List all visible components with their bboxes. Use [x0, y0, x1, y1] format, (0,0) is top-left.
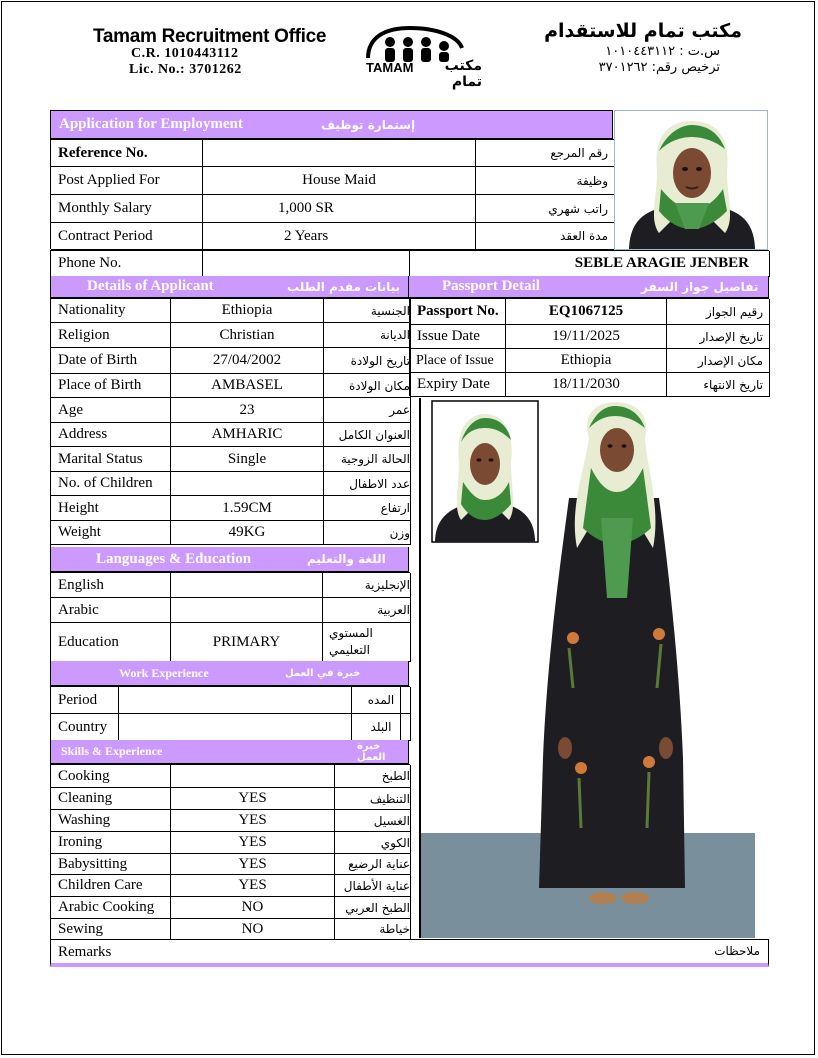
applicant-title-bar [50, 276, 409, 298]
age-label: Age [51, 398, 171, 423]
work-title-en: Work Experience [119, 665, 209, 680]
salary-label-ar: راتب شهري [476, 195, 615, 223]
skill-sewing-value: NO [171, 919, 335, 940]
skills-title-ar: خبرة العمل [357, 740, 386, 763]
age-label-ar: عمر [324, 398, 411, 423]
issue-date-label-ar: تاريخ الإصدار [667, 325, 770, 349]
address-label-ar: العنوان الكامل [324, 423, 411, 447]
languages-title-ar: اللغة والتعليم [307, 552, 386, 566]
education-label-ar [323, 623, 411, 662]
skills-title-bar [50, 740, 409, 764]
education-value: PRIMARY [171, 623, 323, 662]
skill-children-care-label: Children Care [51, 875, 171, 897]
education-label-ar-line1: المستوي [329, 626, 373, 640]
reference-label: Reference No. [51, 140, 203, 167]
skill-ironing-value: YES [171, 832, 335, 854]
skill-babysitting-value: YES [171, 854, 335, 875]
english-label-ar: الإنجليزية [323, 573, 411, 598]
remarks-label-ar: ملاحظات [714, 944, 760, 958]
languages-title-bar [50, 547, 409, 572]
application-title-en: Application for Employment [59, 116, 243, 132]
no-of-children-value [171, 472, 324, 496]
contract-value: 2 Years [203, 223, 476, 250]
post-label: Post Applied For [51, 167, 203, 195]
place-of-issue-label-ar: مكان الإصدار [667, 349, 770, 373]
date-of-birth-value: 27/04/2002 [171, 348, 324, 374]
skills-title-en: Skills & Experience [61, 744, 163, 758]
work-table [50, 686, 410, 740]
office-cr-ar: س.ت : ١٠١٠٤٤٣١١٢ [605, 44, 720, 59]
date-of-birth-label: Date of Birth [51, 348, 171, 374]
marital-status-label-ar: الحالة الزوجية [324, 447, 411, 472]
english-value [171, 573, 323, 598]
full-body-photo [421, 398, 768, 938]
period-label: Period [51, 687, 119, 714]
logo-text-ar: مكتب تمام [444, 58, 482, 90]
reference-value [203, 140, 476, 167]
skills-table [50, 764, 410, 939]
place-of-birth-label-ar: مكان الولادة [324, 374, 411, 398]
logo-text-en: TAMAM [366, 60, 414, 75]
height-label-ar: ارتفاع [324, 496, 411, 521]
post-label-ar: وظيفة [476, 167, 615, 195]
phone-row [50, 250, 769, 276]
skill-cleaning-value: YES [171, 788, 335, 810]
work-title-bar [50, 661, 409, 686]
office-cr-en: C.R. 1010443112 [131, 46, 239, 61]
arabic-value [171, 598, 323, 623]
marital-status-value: Single [171, 447, 324, 472]
address-label: Address [51, 423, 171, 447]
skill-children-care-value: YES [171, 875, 335, 897]
small-portrait-photo [432, 401, 538, 542]
skill-arabic-cooking-label-ar: الطبخ العربي [335, 897, 411, 919]
date-of-birth-label-ar: تاريخ الولادة [324, 348, 411, 374]
applicant-portrait-photo [614, 110, 768, 250]
passport-no-label-ar: رقيم الجواز [667, 299, 770, 325]
nationality-label-ar: الجنسية [324, 299, 411, 323]
skill-washing-value: YES [171, 810, 335, 832]
no-of-children-label-ar: عدد الاطفال [324, 472, 411, 496]
place-of-birth-label: Place of Birth [51, 374, 171, 398]
passport-title-ar: تفاصيل جواز السفر [641, 279, 759, 294]
skill-washing-label-ar: الغسيل [335, 810, 411, 832]
languages-table [50, 572, 410, 661]
weight-value: 49KG [171, 521, 324, 545]
issue-date-value: 19/11/2025 [506, 325, 667, 349]
passport-title-bar [409, 276, 769, 298]
applicant-title-en: Details of Applicant [87, 278, 214, 294]
post-value: House Maid [203, 167, 476, 195]
salary-value: 1,000 SR [203, 195, 476, 223]
office-name-en: Tamam Recruitment Office [93, 26, 327, 47]
company-logo [362, 22, 482, 90]
application-table [50, 139, 614, 249]
remarks-label: Remarks [58, 944, 112, 960]
skill-cooking-value [171, 765, 335, 788]
expiry-date-value: 18/11/2030 [506, 373, 667, 397]
languages-title-en: Languages & Education [96, 550, 252, 567]
photo-panel [419, 398, 768, 938]
education-label-ar-line2: التعليمي [329, 643, 370, 657]
standing-figure [539, 402, 685, 904]
contract-label-ar: مدة العقد [476, 223, 615, 250]
arabic-label: Arabic [51, 598, 171, 623]
nationality-label: Nationality [51, 299, 171, 323]
office-lic-en: Lic. No.: 3701262 [129, 62, 242, 77]
skill-arabic-cooking-value: NO [171, 897, 335, 919]
skill-arabic-cooking-label: Arabic Cooking [51, 897, 171, 919]
skill-cooking-label-ar: الطبخ [335, 765, 411, 788]
nationality-value: Ethiopia [171, 299, 324, 323]
application-title-ar: إستمارة توظيف [321, 117, 416, 132]
skill-sewing-label-ar: خياطة [335, 919, 411, 940]
height-label: Height [51, 496, 171, 521]
skill-ironing-label: Ironing [51, 832, 171, 854]
arabic-label-ar: العربية [323, 598, 411, 623]
skill-babysitting-label: Babysitting [51, 854, 171, 875]
applicant-title-ar: بيانات مقدم الطلب [287, 279, 401, 294]
phone-value [203, 251, 410, 277]
work-title-ar: خبرة في العمل [285, 667, 361, 679]
place-of-birth-value: AMBASEL [171, 374, 324, 398]
office-lic-ar: ترخيص رقم: ٣٧٠١٢٦٢ [598, 60, 720, 75]
religion-label: Religion [51, 323, 171, 348]
applicant-table [50, 298, 410, 547]
religion-value: Christian [171, 323, 324, 348]
height-value: 1.59CM [171, 496, 324, 521]
no-of-children-label: No. of Children [51, 472, 171, 496]
phone-label: Phone No. [51, 251, 203, 277]
passport-no-value: EQ1067125 [506, 299, 667, 325]
skill-cooking-label: Cooking [51, 765, 171, 788]
skill-ironing-label-ar: الكوي [335, 832, 411, 854]
religion-label-ar: الديانة [324, 323, 411, 348]
reference-label-ar: رقم المرجع [476, 140, 615, 167]
age-value: 23 [171, 398, 324, 423]
office-name-ar: مكتب تمام للاستقدام [544, 20, 742, 42]
skill-babysitting-label-ar: عناية الرضيع [335, 854, 411, 875]
address-value: AMHARIC [171, 423, 324, 447]
country-label-ar: البلد [351, 714, 411, 741]
skill-cleaning-label-ar: التنظيف [335, 788, 411, 810]
contract-label: Contract Period [51, 223, 203, 250]
skill-children-care-label-ar: عناية الأطفال [335, 875, 411, 897]
expiry-date-label: Expiry Date [410, 373, 506, 397]
salary-label: Monthly Salary [51, 195, 203, 223]
skill-cleaning-label: Cleaning [51, 788, 171, 810]
skill-sewing-label: Sewing [51, 919, 171, 940]
country-label: Country [51, 714, 119, 741]
issue-date-label: Issue Date [410, 325, 506, 349]
marital-status-label: Marital Status [51, 447, 171, 472]
place-of-issue-label: Place of Issue [410, 349, 506, 373]
passport-title-en: Passport Detail [442, 278, 540, 294]
weight-label: Weight [51, 521, 171, 545]
place-of-issue-value: Ethiopia [506, 349, 667, 373]
english-label: English [51, 573, 171, 598]
expiry-date-label-ar: تاريخ الانتهاء [667, 373, 770, 397]
passport-table [409, 298, 769, 396]
remarks-row [50, 939, 769, 967]
period-label-ar: المده [351, 687, 411, 714]
application-title-bar [50, 110, 613, 139]
weight-label-ar: وزن [324, 521, 411, 545]
passport-no-label: Passport No. [410, 299, 506, 325]
education-label: Education [51, 623, 171, 662]
skill-washing-label: Washing [51, 810, 171, 832]
applicant-name: SEBLE ARAGIE JENBER [410, 251, 770, 277]
